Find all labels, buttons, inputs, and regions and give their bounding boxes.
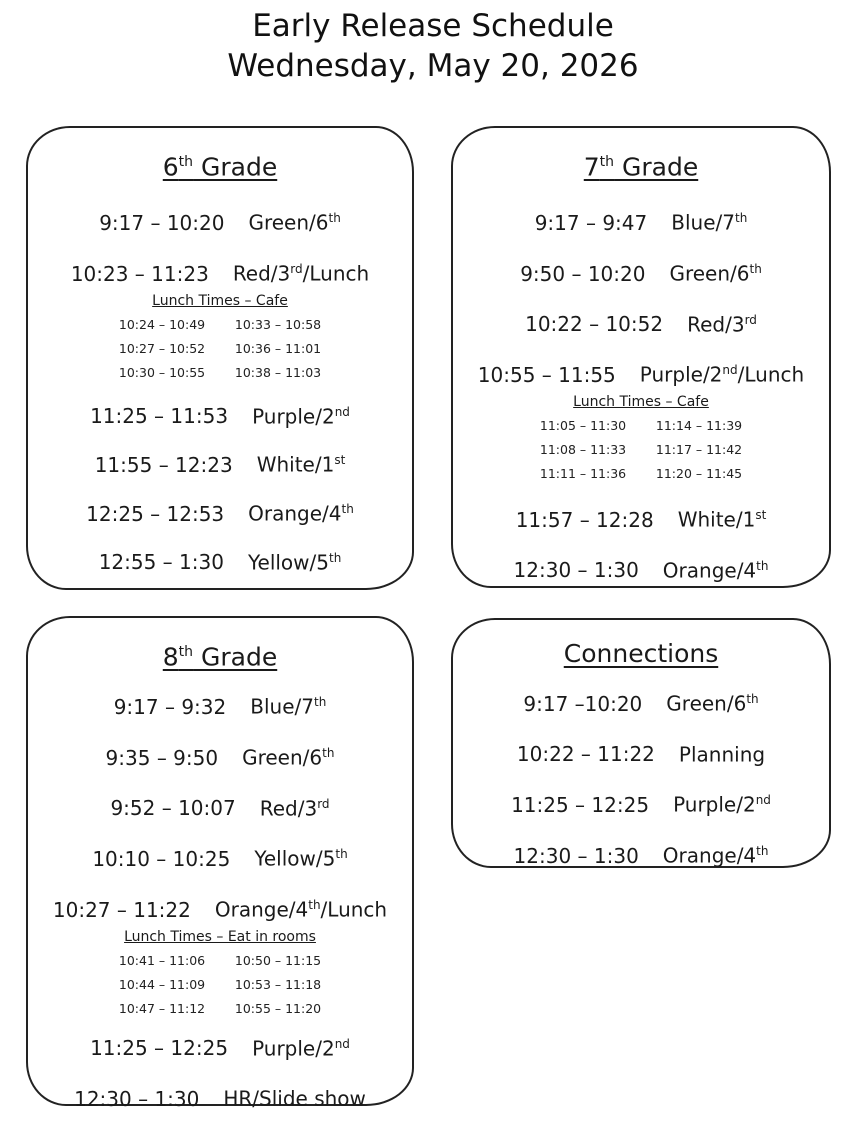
lunch-time: 11:08 – 11:33	[539, 441, 627, 457]
grade-7-title: 7th Grade	[583, 152, 699, 182]
schedule-row: 12:30 – 1:30 Orange/4th	[513, 843, 769, 868]
lunch-time: 10:27 – 10:52	[118, 340, 206, 356]
schedule-row: 9:17 –10:20 Green/6th	[523, 691, 759, 716]
lunch-time: 11:20 – 11:45	[655, 465, 743, 481]
schedule-row: 11:57 – 12:28 White/1st	[515, 507, 767, 532]
lunch-times-title: Lunch Times – Cafe	[152, 292, 288, 309]
schedule-row: 9:50 – 10:20 Green/6th	[520, 261, 762, 286]
schedule-row: 12:55 – 1:30 Yellow/5th	[98, 550, 342, 575]
schedule-row: 10:22 – 11:22 Planning	[516, 742, 766, 767]
lunch-time: 10:47 – 11:12	[118, 1000, 206, 1016]
schedule-row: 10:55 – 11:55 Purple/2nd/Lunch	[477, 362, 805, 387]
lunch-time: 11:17 – 11:42	[655, 441, 743, 457]
grade-7-schedule-box	[451, 126, 831, 588]
lunch-time: 11:14 – 11:39	[655, 417, 743, 433]
lunch-time: 10:30 – 10:55	[118, 364, 206, 380]
schedule-row: 10:22 – 10:52 Red/3rd	[525, 312, 757, 337]
grade-6-title: 6th Grade	[162, 152, 278, 182]
lunch-time: 10:33 – 10:58	[234, 316, 322, 332]
lunch-times-title: Lunch Times – Cafe	[573, 393, 709, 410]
lunch-time: 10:50 – 11:15	[234, 952, 322, 968]
lunch-time: 10:38 – 11:03	[234, 364, 322, 380]
schedule-row: 12:30 – 1:30 HR/Slide show	[74, 1086, 366, 1111]
schedule-row: 12:30 – 1:30 Orange/4th	[513, 558, 769, 583]
lunch-times	[453, 392, 829, 486]
lunch-time: 11:11 – 11:36	[539, 465, 627, 481]
schedule-row: 10:10 – 10:25 Yellow/5th	[92, 846, 348, 871]
schedule-row: 9:17 – 9:32 Blue/7th	[113, 694, 327, 719]
schedule-row: 9:52 – 10:07 Red/3rd	[110, 796, 330, 821]
grade-6-schedule-box	[26, 126, 414, 590]
lunch-time: 10:55 – 11:20	[234, 1000, 322, 1016]
schedule-date: Wednesday, May 20, 2026	[227, 48, 639, 84]
lunch-time: 11:05 – 11:30	[539, 417, 627, 433]
schedule-row: 9:17 – 10:20 Green/6th	[99, 210, 341, 235]
lunch-time: 10:41 – 11:06	[118, 952, 206, 968]
lunch-time: 10:36 – 11:01	[234, 340, 322, 356]
grade-8-title: 8th Grade	[162, 642, 278, 672]
schedule-title: Early Release Schedule	[252, 8, 614, 44]
lunch-times-title: Lunch Times – Eat in rooms	[124, 928, 316, 945]
schedule-row: 12:25 – 12:53 Orange/4th	[86, 501, 354, 526]
lunch-time: 10:53 – 11:18	[234, 976, 322, 992]
schedule-row: 10:23 – 11:23 Red/3rd/Lunch	[70, 261, 370, 286]
schedule-row: 10:27 – 11:22 Orange/4th/Lunch	[52, 897, 388, 922]
connections-title: Connections	[563, 639, 719, 668]
schedule-row: 11:55 – 12:23 White/1st	[94, 452, 346, 477]
lunch-times	[28, 927, 412, 1021]
lunch-times	[28, 291, 412, 385]
schedule-row: 11:25 – 12:25 Purple/2nd	[511, 792, 771, 817]
schedule-row: 11:25 – 11:53 Purple/2nd	[90, 404, 350, 429]
schedule-row: 9:35 – 9:50 Green/6th	[105, 745, 335, 770]
schedule-row: 9:17 – 9:47 Blue/7th	[534, 210, 748, 235]
page-header	[0, 6, 866, 86]
connections-schedule-box	[451, 618, 831, 868]
grade-8-schedule-box	[26, 616, 414, 1111]
lunch-time: 10:24 – 10:49	[118, 316, 206, 332]
schedule-row: 11:25 – 12:25 Purple/2nd	[90, 1036, 350, 1061]
lunch-time: 10:44 – 11:09	[118, 976, 206, 992]
